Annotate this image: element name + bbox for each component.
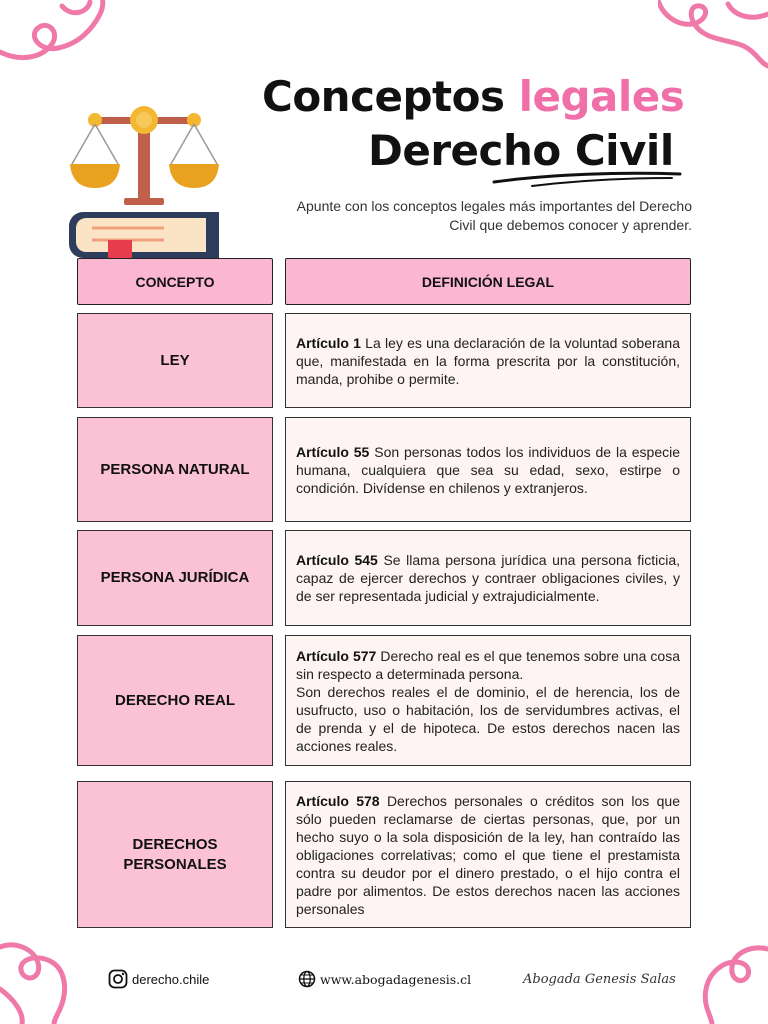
instagram-handle: derecho.chile: [132, 971, 210, 987]
page-subtitle: Apunte con los conceptos legales más importantes del Derecho Civil que debemos conocer y aprender.: [296, 198, 692, 233]
corner-swirl-decoration: [0, 0, 115, 70]
footer-website[interactable]: [298, 968, 471, 990]
article-text: Son personas todos los individuos de la especie humana, cualquiera que sea su edad, sexo, estirpe o condición. Divídense en chilenos y extranjeros.: [296, 443, 680, 496]
definition-text: [296, 443, 680, 497]
globe-icon: [298, 970, 316, 988]
scales-of-justice-icon: [66, 100, 224, 275]
definition-cell: [285, 417, 691, 522]
definition-text: [296, 551, 680, 605]
concept-cell: DERECHOS PERSONALES: [77, 781, 273, 928]
article-number: Artículo 578: [296, 792, 380, 809]
page-title: [262, 70, 702, 178]
article-number: Artículo 577: [296, 647, 377, 664]
article-number: Artículo 1: [296, 334, 361, 351]
title-subject: Derecho Civil: [368, 126, 674, 175]
definition-cell: [285, 530, 691, 626]
column-header-definition: DEFINICIÓN LEGAL: [285, 258, 691, 305]
concept-cell: PERSONA JURÍDICA: [77, 530, 273, 626]
article-number: Artículo 545: [296, 552, 378, 568]
corner-swirl-decoration: [678, 939, 768, 1024]
definition-cell: [285, 313, 691, 408]
title-word-black: Conceptos: [262, 72, 505, 121]
article-text: Derecho real es el que tenemos sobre una cosa sin respecto a determinada persona.: [296, 647, 681, 682]
corner-swirl-decoration: [658, 0, 768, 70]
title-word-pink: legales: [518, 72, 685, 121]
website-url: www.abogadagenesis.cl: [320, 971, 472, 987]
definition-text: [296, 334, 680, 388]
article-text: Se llama persona jurídica una persona ficticia, capaz de ejercer derechos y contraer obligaciones civiles, y de ser representada judicial y extrajudicialmente.: [296, 552, 680, 604]
article-number: Artículo 55: [296, 443, 370, 460]
instagram-icon: [108, 969, 128, 989]
footer-instagram[interactable]: [108, 968, 209, 990]
article-text: La ley es una declaración de la voluntad soberana que, manifestada en la forma prescrita por la constitución, manda, prohibe o permite.: [296, 334, 681, 387]
article-text: Derechos personales o créditos son los que sólo pueden reclamarse de ciertas personas, que, por un hecho suyo o la sola disposición de la ley, han contraído las obligaciones correlativas; como el que tiene el prestamista contra su deudor por el dinero prestado, o el hijo contra el padre por alimentos. De estos derechos nacen las acciones personales: [296, 792, 680, 917]
definition-cell: [285, 635, 691, 766]
corner-swirl-decoration: [0, 939, 100, 1024]
column-header-concept: CONCEPTO: [77, 258, 273, 305]
definition-text: [296, 647, 680, 683]
definition-text: [296, 792, 680, 918]
definition-cell: [285, 781, 691, 928]
footer-signature: Abogada Genesis Salas: [523, 971, 676, 987]
concept-cell: PERSONA NATURAL: [77, 417, 273, 522]
concept-cell: DERECHO REAL: [77, 635, 273, 766]
definition-text-continued: Son derechos reales el de dominio, el de herencia, los de usufructo, uso o habitación, los de servidumbres activas, el de prenda y el de hipoteca. De estos derechos nacen las acciones reales.: [296, 683, 680, 754]
concept-cell: LEY: [77, 313, 273, 408]
title-underline-decoration: [492, 168, 682, 190]
